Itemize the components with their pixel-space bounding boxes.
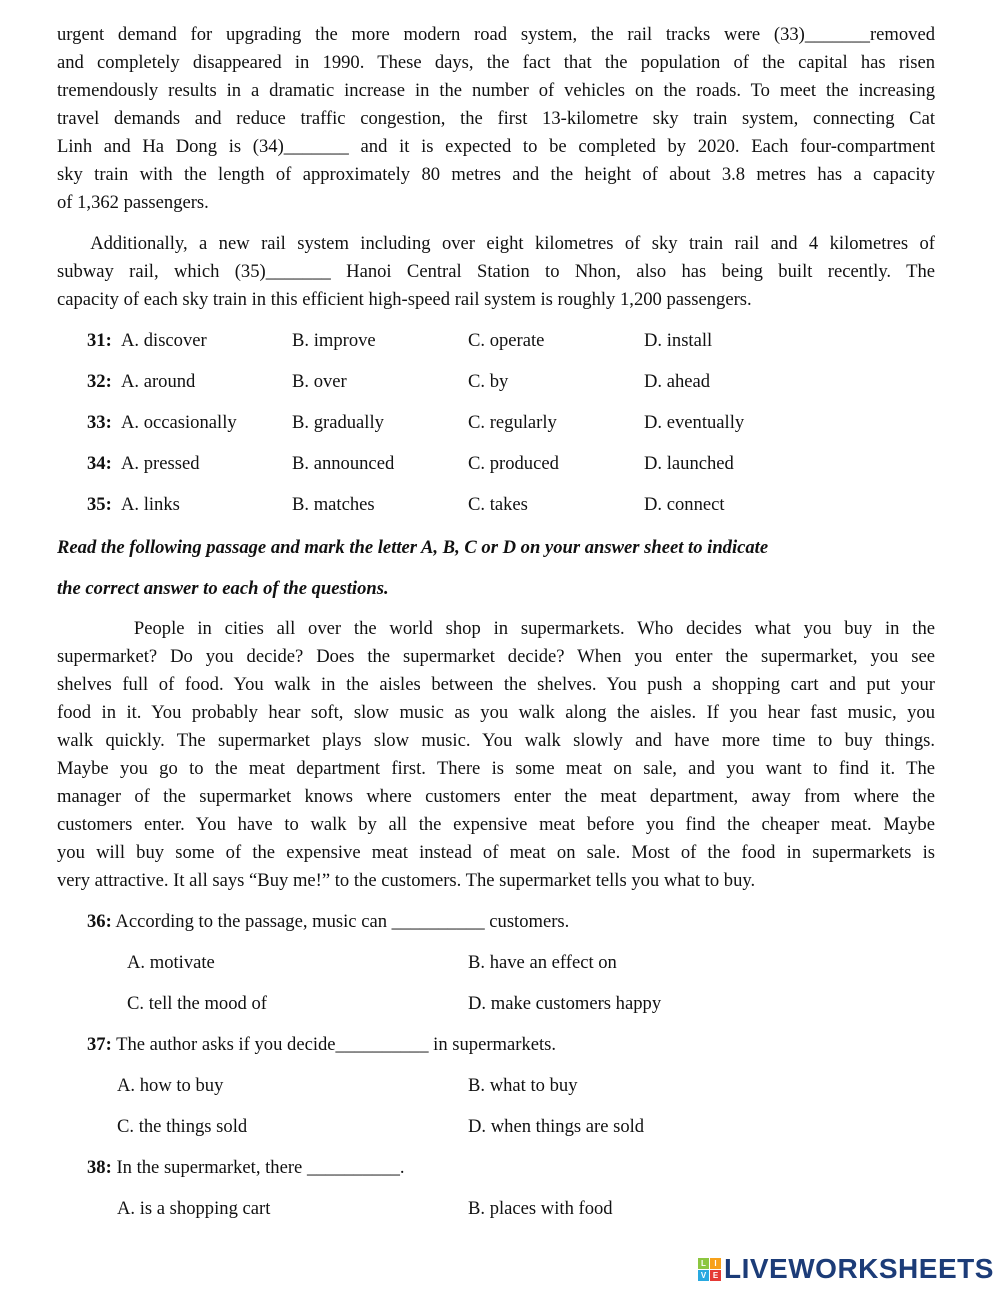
- question-37-options-ab: [0, 1065, 1000, 1106]
- option-c[interactable]: C. regularly: [468, 412, 557, 433]
- cube-letter: V: [698, 1270, 709, 1281]
- option-d[interactable]: D. when things are sold: [468, 1116, 645, 1137]
- option-c[interactable]: C. operate: [468, 330, 545, 351]
- text-line: walk quickly. The supermarket plays slow music. You walk slowly and have more time to buy things.: [57, 730, 935, 751]
- option-d[interactable]: D. install: [644, 330, 713, 351]
- instruction-line: Read the following passage and mark the letter A, B, C or D on your answer sheet to indicate: [57, 537, 769, 558]
- text-line: shelves full of food. You walk in the aisles between the shelves. You push a shopping cart and put your: [57, 674, 935, 695]
- question-number: 34:: [87, 453, 112, 474]
- question-number: 35:: [87, 494, 112, 515]
- question-text: The author asks if you decide__________ in supermarkets.: [111, 1034, 557, 1055]
- option-a[interactable]: A. around: [121, 371, 196, 392]
- option-c[interactable]: C. the things sold: [117, 1116, 248, 1137]
- question-35: [0, 484, 1000, 525]
- text-line: supermarket? Do you decide? Does the supermarket decide? When you enter the supermarket, you see: [57, 646, 935, 667]
- cube-letter: L: [698, 1258, 709, 1269]
- option-a[interactable]: A. is a shopping cart: [117, 1198, 271, 1219]
- option-d[interactable]: D. launched: [644, 453, 734, 474]
- option-b[interactable]: B. matches: [292, 494, 375, 515]
- question-number: 36:: [87, 911, 112, 932]
- option-d[interactable]: D. ahead: [644, 371, 711, 392]
- logo-text: LIVEWORKSHEETS: [724, 1253, 994, 1284]
- option-a[interactable]: A. how to buy: [117, 1075, 224, 1096]
- option-b[interactable]: B. what to buy: [468, 1075, 578, 1096]
- question-37-options-cd: [0, 1106, 1000, 1147]
- question-38-stem: [87, 1147, 405, 1188]
- text-line: food in it. You probably hear soft, slow music as you walk along the aisles. If you hear fast music, you: [57, 702, 935, 723]
- question-number: 31:: [87, 330, 112, 351]
- text-line: Additionally, a new rail system including over eight kilometres of sky train rail and 4 kilometres of: [57, 233, 935, 254]
- option-b[interactable]: B. announced: [292, 453, 395, 474]
- option-d[interactable]: D. make customers happy: [468, 993, 662, 1014]
- option-a[interactable]: A. pressed: [121, 453, 200, 474]
- option-d[interactable]: D. connect: [644, 494, 725, 515]
- option-b[interactable]: B. over: [292, 371, 347, 392]
- question-number: 32:: [87, 371, 112, 392]
- question-38-options-ab: [0, 1188, 1000, 1229]
- question-37-stem: [87, 1024, 556, 1065]
- option-a[interactable]: A. motivate: [127, 952, 215, 973]
- option-c[interactable]: C. by: [468, 371, 509, 392]
- text-line: Maybe you go to the meat department first. There is some meat on sale, and you want to find it. The: [57, 758, 935, 779]
- option-a[interactable]: A. links: [121, 494, 180, 515]
- option-a[interactable]: A. occasionally: [121, 412, 237, 433]
- text-line: tremendously results in a dramatic increase in the number of vehicles on the roads. To meet the increasing: [57, 80, 935, 101]
- text-line: subway rail, which (35)_______ Hanoi Central Station to Nhon, also has being built recently. The: [57, 261, 935, 282]
- live-cube-icon: [698, 1258, 721, 1281]
- cube-letter: I: [710, 1258, 721, 1269]
- question-text: In the supermarket, there __________.: [111, 1157, 405, 1178]
- text-line: Linh and Ha Dong is (34)_______ and it is expected to be completed by 2020. Each four-compartment: [57, 136, 935, 157]
- question-33: [0, 402, 1000, 443]
- question-34: [0, 443, 1000, 484]
- question-32: [0, 361, 1000, 402]
- text-line: travel demands and reduce traffic congestion, the first 13-kilometre sky train system, connecting Cat: [57, 108, 935, 129]
- question-number: 37:: [87, 1034, 112, 1055]
- option-b[interactable]: B. improve: [292, 330, 376, 351]
- text-line: capacity of each sky train in this efficient high-speed rail system is roughly 1,200 passengers.: [57, 289, 752, 310]
- question-number: 38:: [87, 1157, 112, 1178]
- text-line: and completely disappeared in 1990. These days, the fact that the population of the capital has risen: [57, 52, 935, 73]
- option-d[interactable]: D. eventually: [644, 412, 745, 433]
- cube-letter: E: [710, 1270, 721, 1281]
- instruction-line: the correct answer to each of the questions.: [57, 578, 389, 599]
- option-b[interactable]: B. have an effect on: [468, 952, 617, 973]
- option-b[interactable]: B. gradually: [292, 412, 384, 433]
- option-a[interactable]: A. discover: [121, 330, 207, 351]
- option-c[interactable]: C. produced: [468, 453, 559, 474]
- text-line: manager of the supermarket knows where customers enter the meat department, away from where the: [57, 786, 935, 807]
- question-number: 33:: [87, 412, 112, 433]
- question-text: According to the passage, music can __________ customers.: [111, 911, 570, 932]
- text-line: customers enter. You have to walk by all the expensive meat before you find the cheaper meat. Maybe: [57, 814, 935, 835]
- question-31: [0, 320, 1000, 361]
- passage-rail-part1: [57, 21, 935, 217]
- text-line: very attractive. It all says “Buy me!” to the customers. The supermarket tells you what to buy.: [57, 870, 756, 891]
- question-36-options-cd: [0, 983, 1000, 1024]
- option-b[interactable]: B. places with food: [468, 1198, 613, 1219]
- liveworksheets-logo: [698, 1253, 994, 1285]
- text-line: urgent demand for upgrading the more modern road system, the rail tracks were (33)_______removed: [57, 24, 935, 45]
- text-line: People in cities all over the world shop in supermarkets. Who decides what you buy in the: [57, 618, 935, 639]
- passage-supermarket: [57, 615, 935, 895]
- text-line: of 1,362 passengers.: [57, 192, 209, 213]
- text-line: sky train with the length of approximately 80 metres and the height of about 3.8 metres has a capacity: [57, 164, 935, 185]
- option-c[interactable]: C. tell the mood of: [127, 993, 267, 1014]
- question-36-options-ab: [0, 942, 1000, 983]
- question-36-stem: [87, 901, 569, 942]
- passage-rail-part2: [57, 230, 935, 314]
- option-c[interactable]: C. takes: [468, 494, 528, 515]
- text-line: you will buy some of the expensive meat instead of meat on sale. Most of the food in supermarkets is: [57, 842, 935, 863]
